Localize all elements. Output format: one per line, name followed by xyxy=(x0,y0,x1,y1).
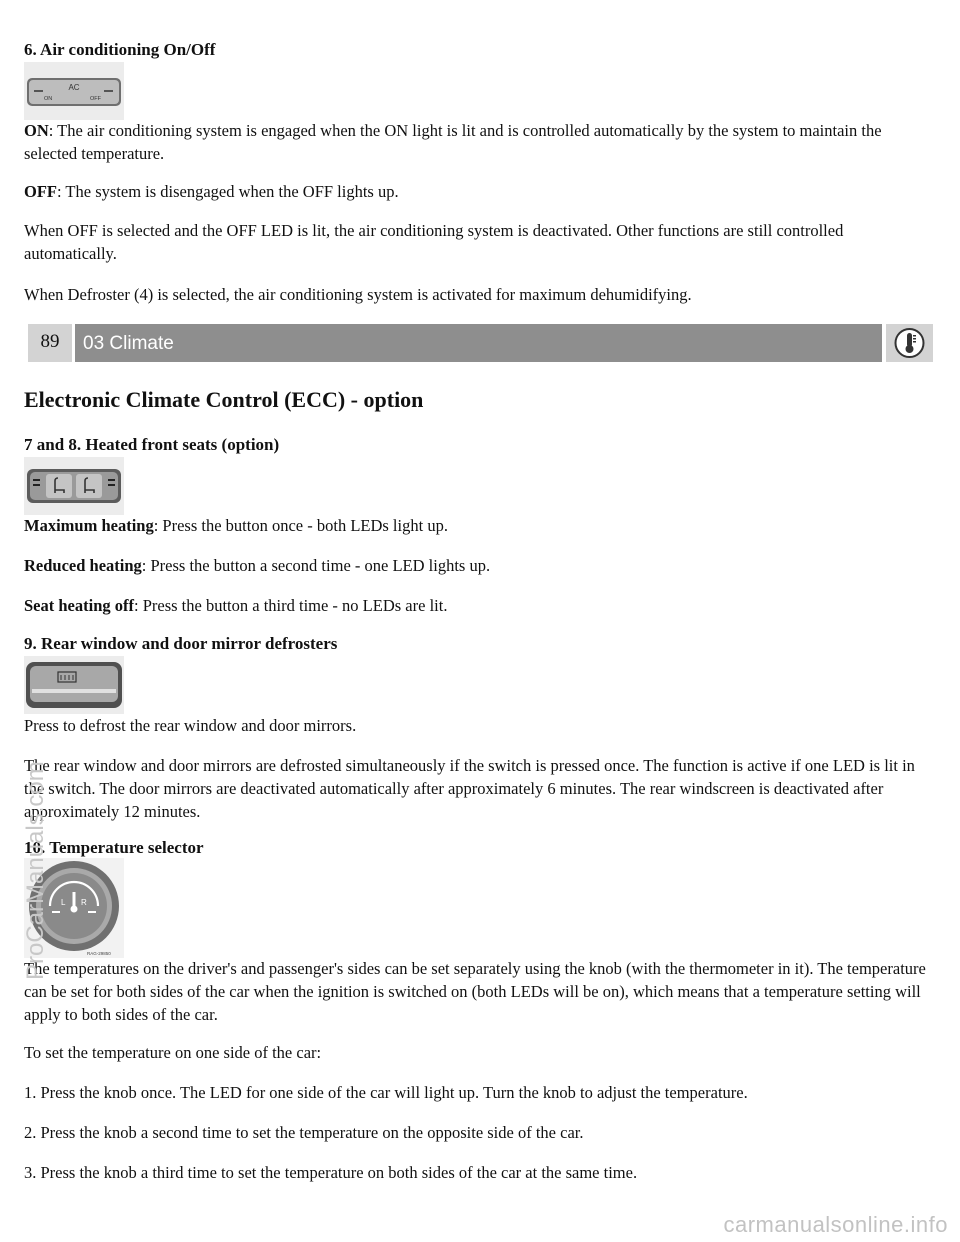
temp-para-howto: To set the temperature on one side of the car: xyxy=(24,1043,322,1062)
seats-max-text: : Press the button once - both LEDs light up. xyxy=(153,516,448,535)
rear-para-press: Press to defrost the rear window and door mirrors. xyxy=(24,716,357,735)
temp-step-1: 1. Press the knob once. The LED for one side of the car will light up. Turn the knob to adjust the temperature. xyxy=(24,1083,748,1102)
chapter-title: 03 Climate xyxy=(75,324,882,362)
seats-heading: 7 and 8. Heated front seats (option) xyxy=(24,435,280,454)
seat-heater-image xyxy=(24,457,124,515)
seats-reduced-paragraph xyxy=(24,554,934,577)
page-number: 89 xyxy=(28,324,72,362)
temp-image-left: L xyxy=(61,898,66,907)
seats-off-label: Seat heating off xyxy=(24,596,134,615)
ac-off-label: OFF xyxy=(24,182,57,201)
temp-step-2: 2. Press the knob a second time to set the temperature on the opposite side of the car. xyxy=(24,1123,584,1142)
ac-defroster-paragraph: When Defroster (4) is selected, the air conditioning system is activated for maximum dehumidifying. xyxy=(24,285,692,304)
side-watermark: ProCarManuals.com xyxy=(22,761,49,980)
thermometer-icon xyxy=(886,324,933,362)
seats-max-label: Maximum heating xyxy=(24,516,154,535)
rear-heading: 9. Rear window and door mirror defrosters xyxy=(24,634,338,653)
seats-reduced-label: Reduced heating xyxy=(24,556,142,575)
ac-image-off: OFF xyxy=(90,96,101,102)
chapter-icon-box xyxy=(886,324,933,362)
seats-max-paragraph xyxy=(24,514,934,537)
ac-on-label: ON xyxy=(24,121,49,140)
ac-off-text: : The system is disengaged when the OFF lights up. xyxy=(57,182,399,201)
ac-off-paragraph xyxy=(24,180,934,203)
ac-heading: 6. Air conditioning On/Off xyxy=(24,40,216,59)
ac-image-label: AC xyxy=(68,83,80,92)
ac-switch-image xyxy=(24,62,124,120)
seats-reduced-text: : Press the button a second time - one LED lights up. xyxy=(141,556,491,575)
temp-image-code: RAG-29850 xyxy=(87,951,111,956)
ac-on-paragraph xyxy=(24,119,934,165)
temp-heading: 10. Temperature selector xyxy=(24,838,204,857)
rear-para-details: The rear window and door mirrors are defrosted simultaneously if the switch is pressed once. The function is active if one LED is lit in the switch. The door mirrors are deactivated automatically after approximately 6 minutes. The rear windscreen is deactivated after approximately 12 minutes. xyxy=(24,756,915,821)
ecc-title: Electronic Climate Control (ECC) - option xyxy=(24,387,424,412)
ac-on-text: : The air conditioning system is engaged when the ON light is lit and is controlled automatically by the system to maintain the selected temperature. xyxy=(24,121,882,163)
temp-para-intro: The temperatures on the driver's and passenger's sides can be set separately using the knob (with the thermometer in it). The temperature can be set for both sides of the car when the ignition is switched on (both LEDs will be on), which means that a temperature setting will apply to both sides of the car. xyxy=(24,959,926,1024)
ac-off-selected-paragraph: When OFF is selected and the OFF LED is lit, the air conditioning system is deactivated. Other functions are still controlled automatically. xyxy=(24,221,844,263)
chapter-header-bar xyxy=(24,324,933,362)
temp-step-3: 3. Press the knob a third time to set the temperature on both sides of the car at the same time. xyxy=(24,1163,638,1182)
ac-image-on: ON xyxy=(44,96,53,102)
seats-off-text: : Press the button a third time - no LEDs are lit. xyxy=(134,596,448,615)
seats-off-paragraph xyxy=(24,594,934,617)
footer-watermark: carmanualsonline.info xyxy=(723,1212,948,1237)
temp-image-right: R xyxy=(81,898,87,907)
